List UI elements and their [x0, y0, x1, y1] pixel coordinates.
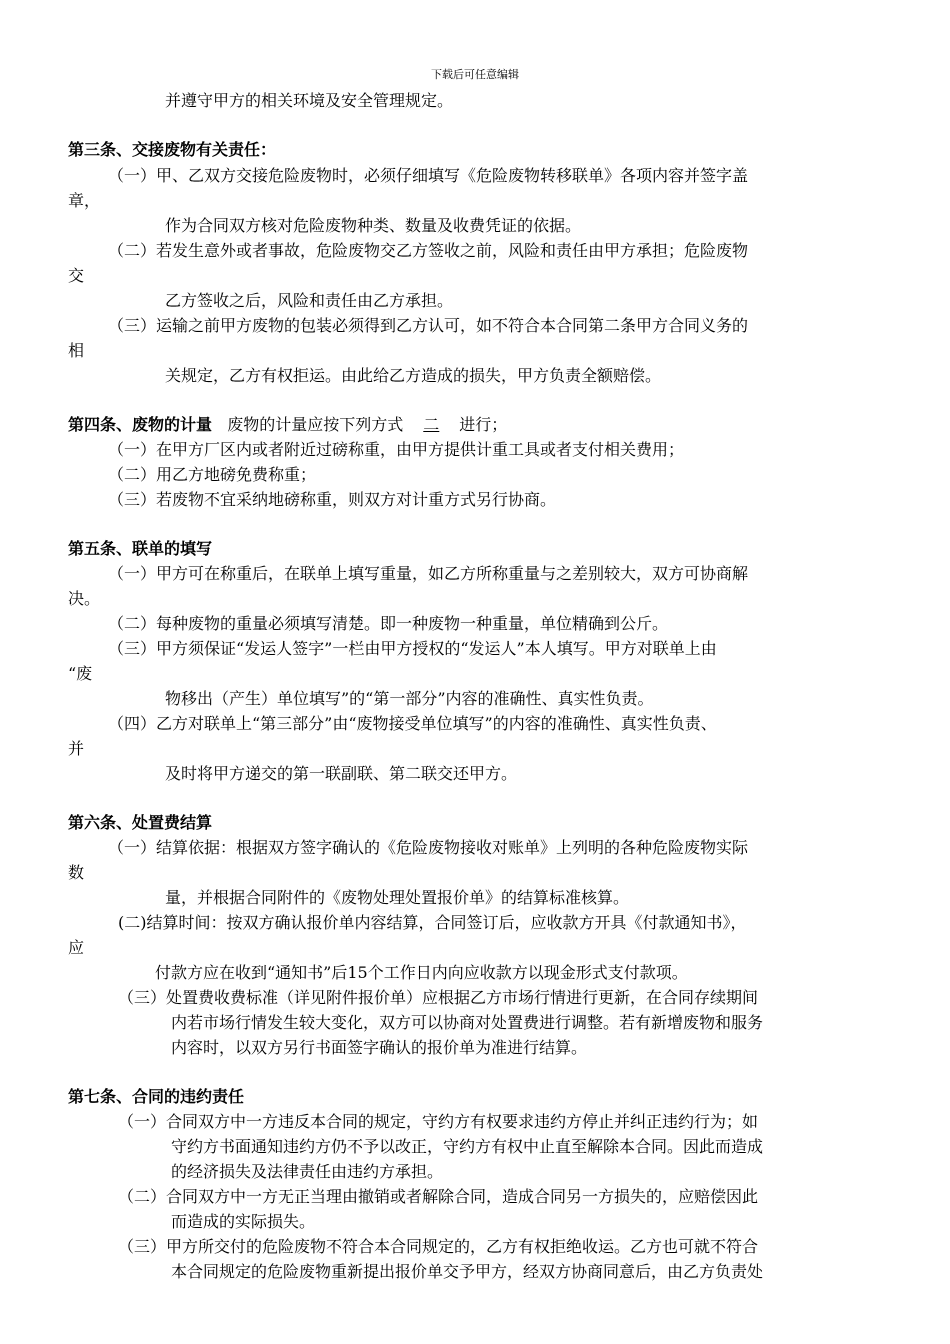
text-line: （二）用乙方地磅免费称重； — [108, 465, 317, 484]
text-line: （四）乙方对联单上“第三部分”由“废物接受单位填写”的内容的准确性、真实性负责、 — [108, 714, 717, 733]
measurement-method-blank: 二 — [423, 415, 440, 434]
text-line: 的经济损失及法律责任由违约方承担。 — [171, 1162, 444, 1181]
text-line: （一）在甲方厂区内或者附近过磅称重，由甲方提供计重工具或者支付相关费用； — [108, 440, 685, 459]
text-line: （二）每种废物的重量必须填写清楚。即一种废物一种重量，单位精确到公斤。 — [108, 614, 669, 633]
text-line: (二)结算时间：按双方确认报价单内容结算，合同签订后，应收款方开具《付款通知书》， — [118, 913, 747, 932]
section-heading-6: 第六条、处置费结算 — [68, 813, 213, 832]
text-line: （三）处置费收费标准（详见附件报价单）应根据乙方市场行情进行更新，在合同存续期间 — [118, 988, 759, 1007]
text-line: 内容时，以双方另行书面签字确认的报价单为准进行结算。 — [171, 1038, 588, 1057]
text-span: 进行； — [459, 415, 508, 434]
text-line: （二）合同双方中一方无正当理由撤销或者解除合同，造成合同另一方损失的，应赔偿因此 — [118, 1187, 759, 1206]
text-line: （三）甲方须保证“发运人签字”一栏由甲方授权的“发运人”本人填写。甲方对联单上由 — [108, 639, 717, 658]
text-line: （一）甲方可在称重后，在联单上填写重量，如乙方所称重量与之差别较大，双方可协商解 — [108, 564, 749, 583]
section-heading-4: 第四条、废物的计量 — [68, 415, 213, 434]
text-line: 内若市场行情发生较大变化，双方可以协商对处置费进行调整。若有新增废物和服务 — [171, 1013, 764, 1032]
text-line: 及时将甲方递交的第一联副联、第二联交还甲方。 — [165, 764, 518, 783]
text-line: 付款方应在收到“通知书”后15个工作日内向应收款方以现金形式支付款项。 — [155, 963, 688, 982]
text-line: 并 — [68, 739, 85, 758]
text-line: 章， — [68, 191, 101, 210]
text-line: 物移出（产生）单位填写”的“第一部分”内容的准确性、真实性负责。 — [165, 689, 654, 708]
section-4-line — [68, 415, 507, 435]
text-line: （一）结算依据：根据双方签字确认的《危险废物接收对账单》上列明的各种危险废物实际 — [108, 838, 749, 857]
text-line: 交 — [68, 266, 85, 285]
text-line: （一）甲、乙双方交接危险废物时，必须仔细填写《危险废物转移联单》各项内容并签字盖 — [108, 166, 749, 185]
text-line: （二）若发生意外或者事故，危险废物交乙方签收之前，风险和责任由甲方承担；危险废物 — [108, 241, 749, 260]
text-line: 应 — [68, 938, 85, 957]
page-header: 下载后可任意编辑 — [431, 68, 519, 81]
text-line: 守约方书面通知违约方仍不予以改正，守约方有权中止直至解除本合同。因此而造成 — [171, 1137, 764, 1156]
text-line: （三）若废物不宜采纳地磅称重，则双方对计重方式另行协商。 — [108, 490, 557, 509]
text-line: （一）合同双方中一方违反本合同的规定，守约方有权要求违约方停止并纠正违约行为；如 — [118, 1112, 759, 1131]
text-line: 关规定，乙方有权拒运。由此给乙方造成的损失，甲方负责全额赔偿。 — [165, 366, 662, 385]
text-line: 数 — [68, 863, 85, 882]
text-line: 相 — [68, 341, 85, 360]
section-heading-3: 第三条、交接废物有关责任： — [68, 140, 277, 159]
text-line: 并遵守甲方的相关环境及安全管理规定。 — [165, 91, 454, 110]
text-line: 量，并根据合同附件的《废物处理处置报价单》的结算标准核算。 — [165, 888, 630, 907]
text-line: 作为合同双方核对危险废物种类、数量及收费凭证的依据。 — [165, 216, 582, 235]
text-line: 而造成的实际损失。 — [171, 1212, 316, 1231]
text-line: 本合同规定的危险废物重新提出报价单交予甲方，经双方协商同意后，由乙方负责处 — [171, 1262, 764, 1281]
text-line: 决。 — [68, 589, 101, 608]
text-line: （三）甲方所交付的危险废物不符合本合同规定的，乙方有权拒绝收运。乙方也可就不符合 — [118, 1237, 759, 1256]
text-line: “废 — [68, 664, 93, 683]
text-line: 乙方签收之后，风险和责任由乙方承担。 — [165, 291, 454, 310]
section-heading-7: 第七条、合同的违约责任 — [68, 1087, 245, 1106]
section-heading-5: 第五条、联单的填写 — [68, 539, 213, 558]
text-span: 废物的计量应按下列方式 — [227, 415, 404, 434]
text-line: （三）运输之前甲方废物的包装必须得到乙方认可，如不符合本合同第二条甲方合同义务的 — [108, 316, 749, 335]
